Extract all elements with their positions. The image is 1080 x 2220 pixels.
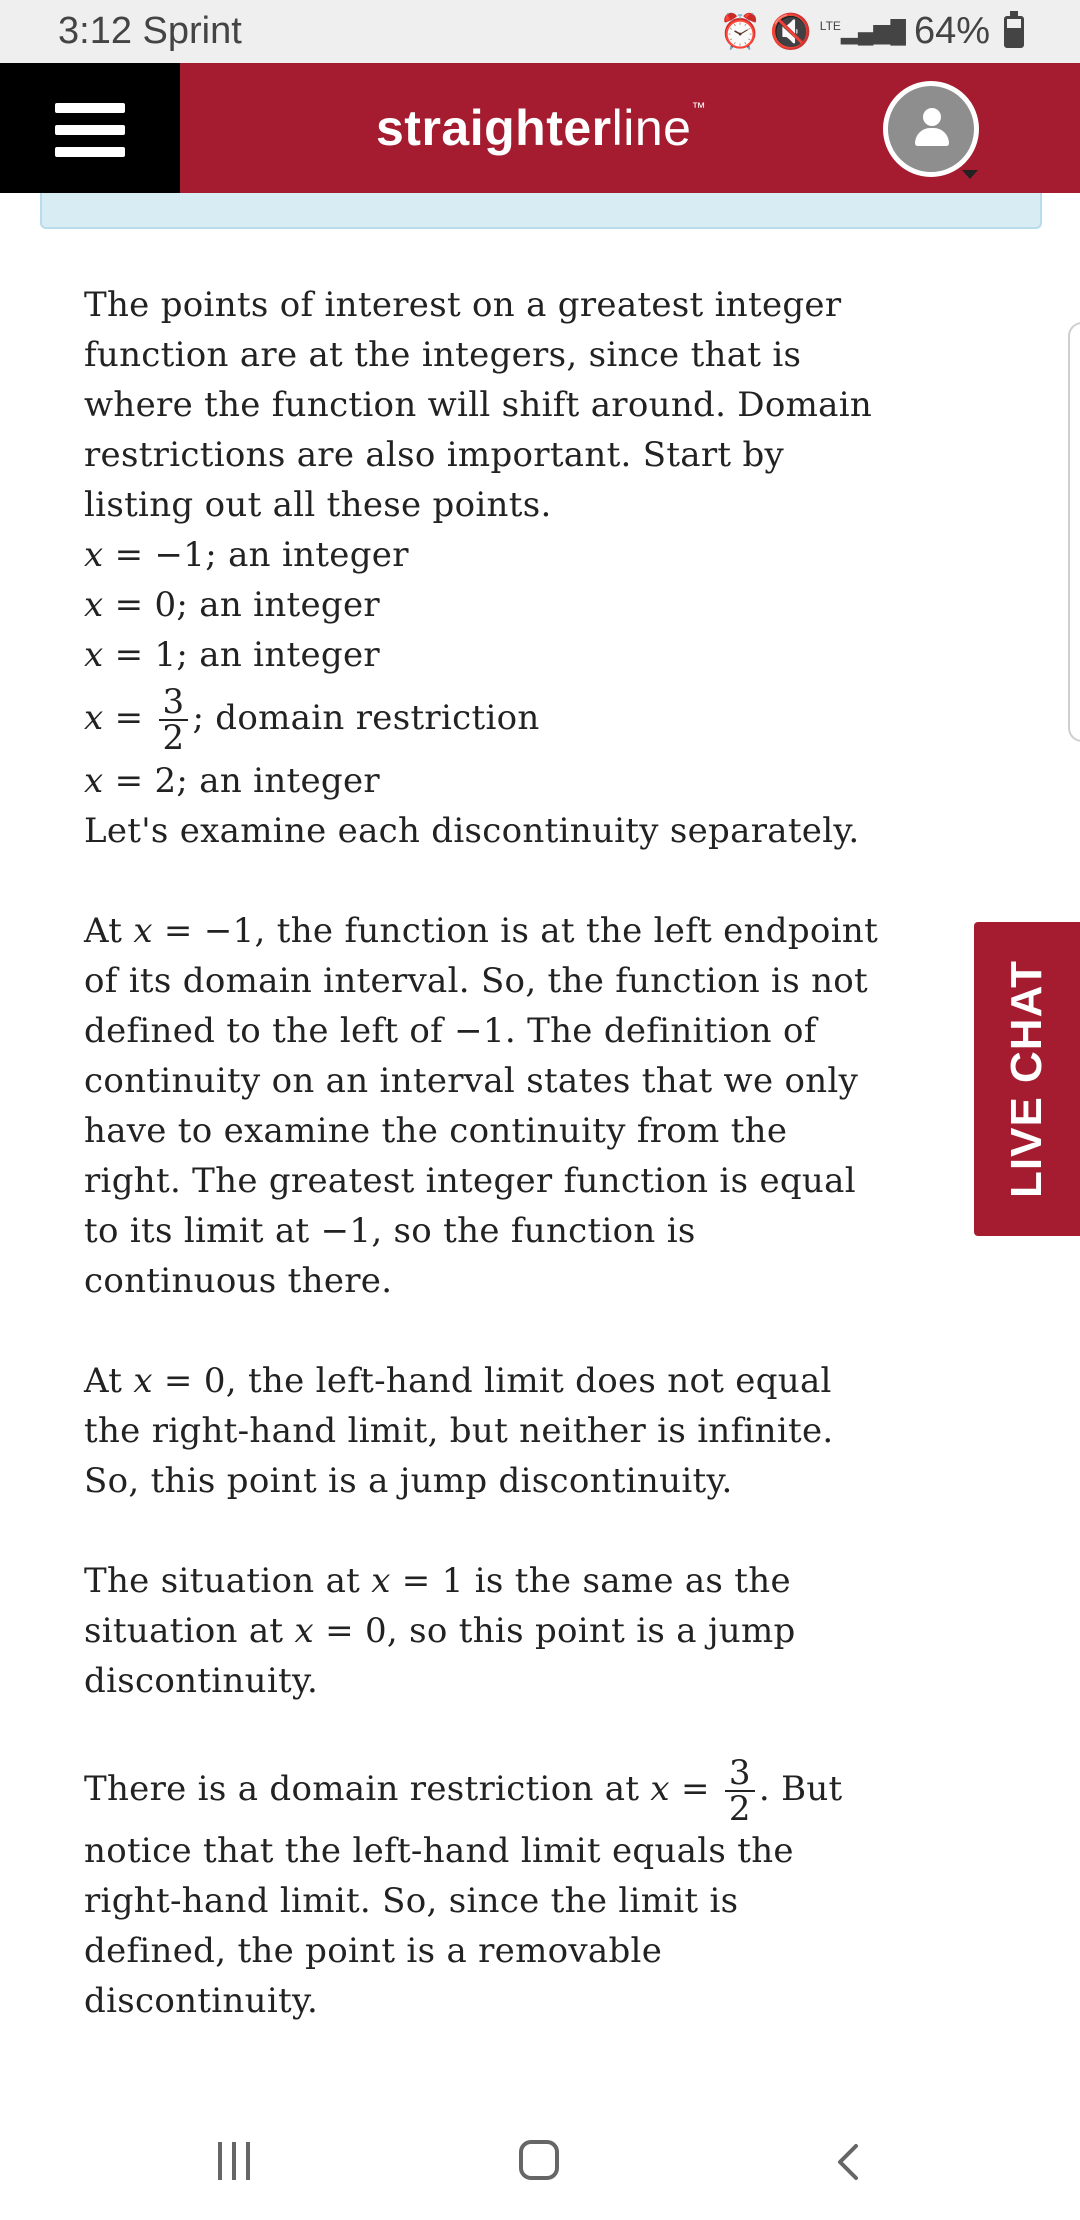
examine-line: Let's examine each discontinuity separately. xyxy=(84,811,860,851)
alarm-icon: ⏰ xyxy=(719,12,762,51)
back-icon[interactable] xyxy=(830,2142,866,2182)
intro-paragraph: The points of interest on a greatest integer function are at the integers, since that is where the function will shift around. Domain restrictions are also important. Start by listing out all these points. xyxy=(84,285,873,525)
straighterline-logo[interactable] xyxy=(376,99,706,157)
menu-button[interactable] xyxy=(0,63,180,193)
paragraph-x-1: The situation at x = 1 is the same as the situation at x = 0, so this point is a jump discontinuity. xyxy=(84,1561,796,1701)
battery-icon xyxy=(1004,16,1024,48)
account-avatar-button[interactable] xyxy=(883,81,979,177)
fraction: $\frac{3}{2}$ xyxy=(725,1756,755,1826)
fraction: $\frac{3}{2}$ xyxy=(159,685,189,755)
point-item: x = $\frac{3}{2}$ ; domain restriction xyxy=(84,682,540,758)
clock: 3:12 xyxy=(58,10,132,52)
point-item: x = 1; an integer xyxy=(84,635,380,675)
hamburger-icon xyxy=(55,103,125,157)
logo-trademark: ™ xyxy=(691,99,706,115)
solution-content xyxy=(84,280,884,2026)
status-bar xyxy=(0,0,1080,63)
live-chat-label: LIVE CHAT xyxy=(1002,960,1051,1198)
status-icons xyxy=(719,10,1024,53)
battery-fill xyxy=(1007,28,1021,45)
battery-percent: 64% xyxy=(913,10,990,52)
side-drawer-handle[interactable] xyxy=(1068,322,1080,742)
point-item: x = 2; an integer xyxy=(84,761,380,801)
live-chat-button[interactable] xyxy=(974,922,1080,1236)
paragraph-x-3-2: There is a domain restriction at x = $\frac{3}{2}$ . But notice that the left-hand limit equals the right-hand limit. So, since the limit is defined, the point is a removable discontinuity. xyxy=(84,1753,843,2021)
paragraph-x-neg1: At x = −1, the function is at the left endpoint of its domain interval. So, the function is not defined to the left of −1. The definition of continuity on an interval states that we only have to examine the continuity from the right. The greatest integer function is equal to its limit at −1, so the function is continuous there. xyxy=(84,911,879,1301)
logo-bold-text: straighter xyxy=(376,100,612,156)
signal-icon: $^{LTE}$▂▄▆█ xyxy=(819,18,906,44)
point-item: x = 0; an integer xyxy=(84,585,380,625)
app-header xyxy=(0,63,1080,193)
carrier: Sprint xyxy=(142,10,242,52)
chevron-down-icon[interactable] xyxy=(962,170,978,179)
recent-apps-icon[interactable] xyxy=(218,2142,258,2180)
paragraph-x-0: At x = 0, the left-hand limit does not equal the right-hand limit, but neither is infinite. So, this point is a jump discontinuity. xyxy=(84,1361,834,1501)
network-type: LTE xyxy=(819,18,841,33)
home-icon[interactable] xyxy=(519,2140,559,2180)
mute-icon: 🔇 xyxy=(769,12,812,51)
status-time xyxy=(58,10,242,53)
info-panel-edge xyxy=(40,193,1042,229)
logo-light-text: line xyxy=(611,100,692,156)
user-icon-head xyxy=(923,108,941,126)
point-item: x = −1; an integer xyxy=(84,535,409,575)
user-icon-body xyxy=(915,128,949,146)
system-nav-bar xyxy=(0,2090,1080,2220)
